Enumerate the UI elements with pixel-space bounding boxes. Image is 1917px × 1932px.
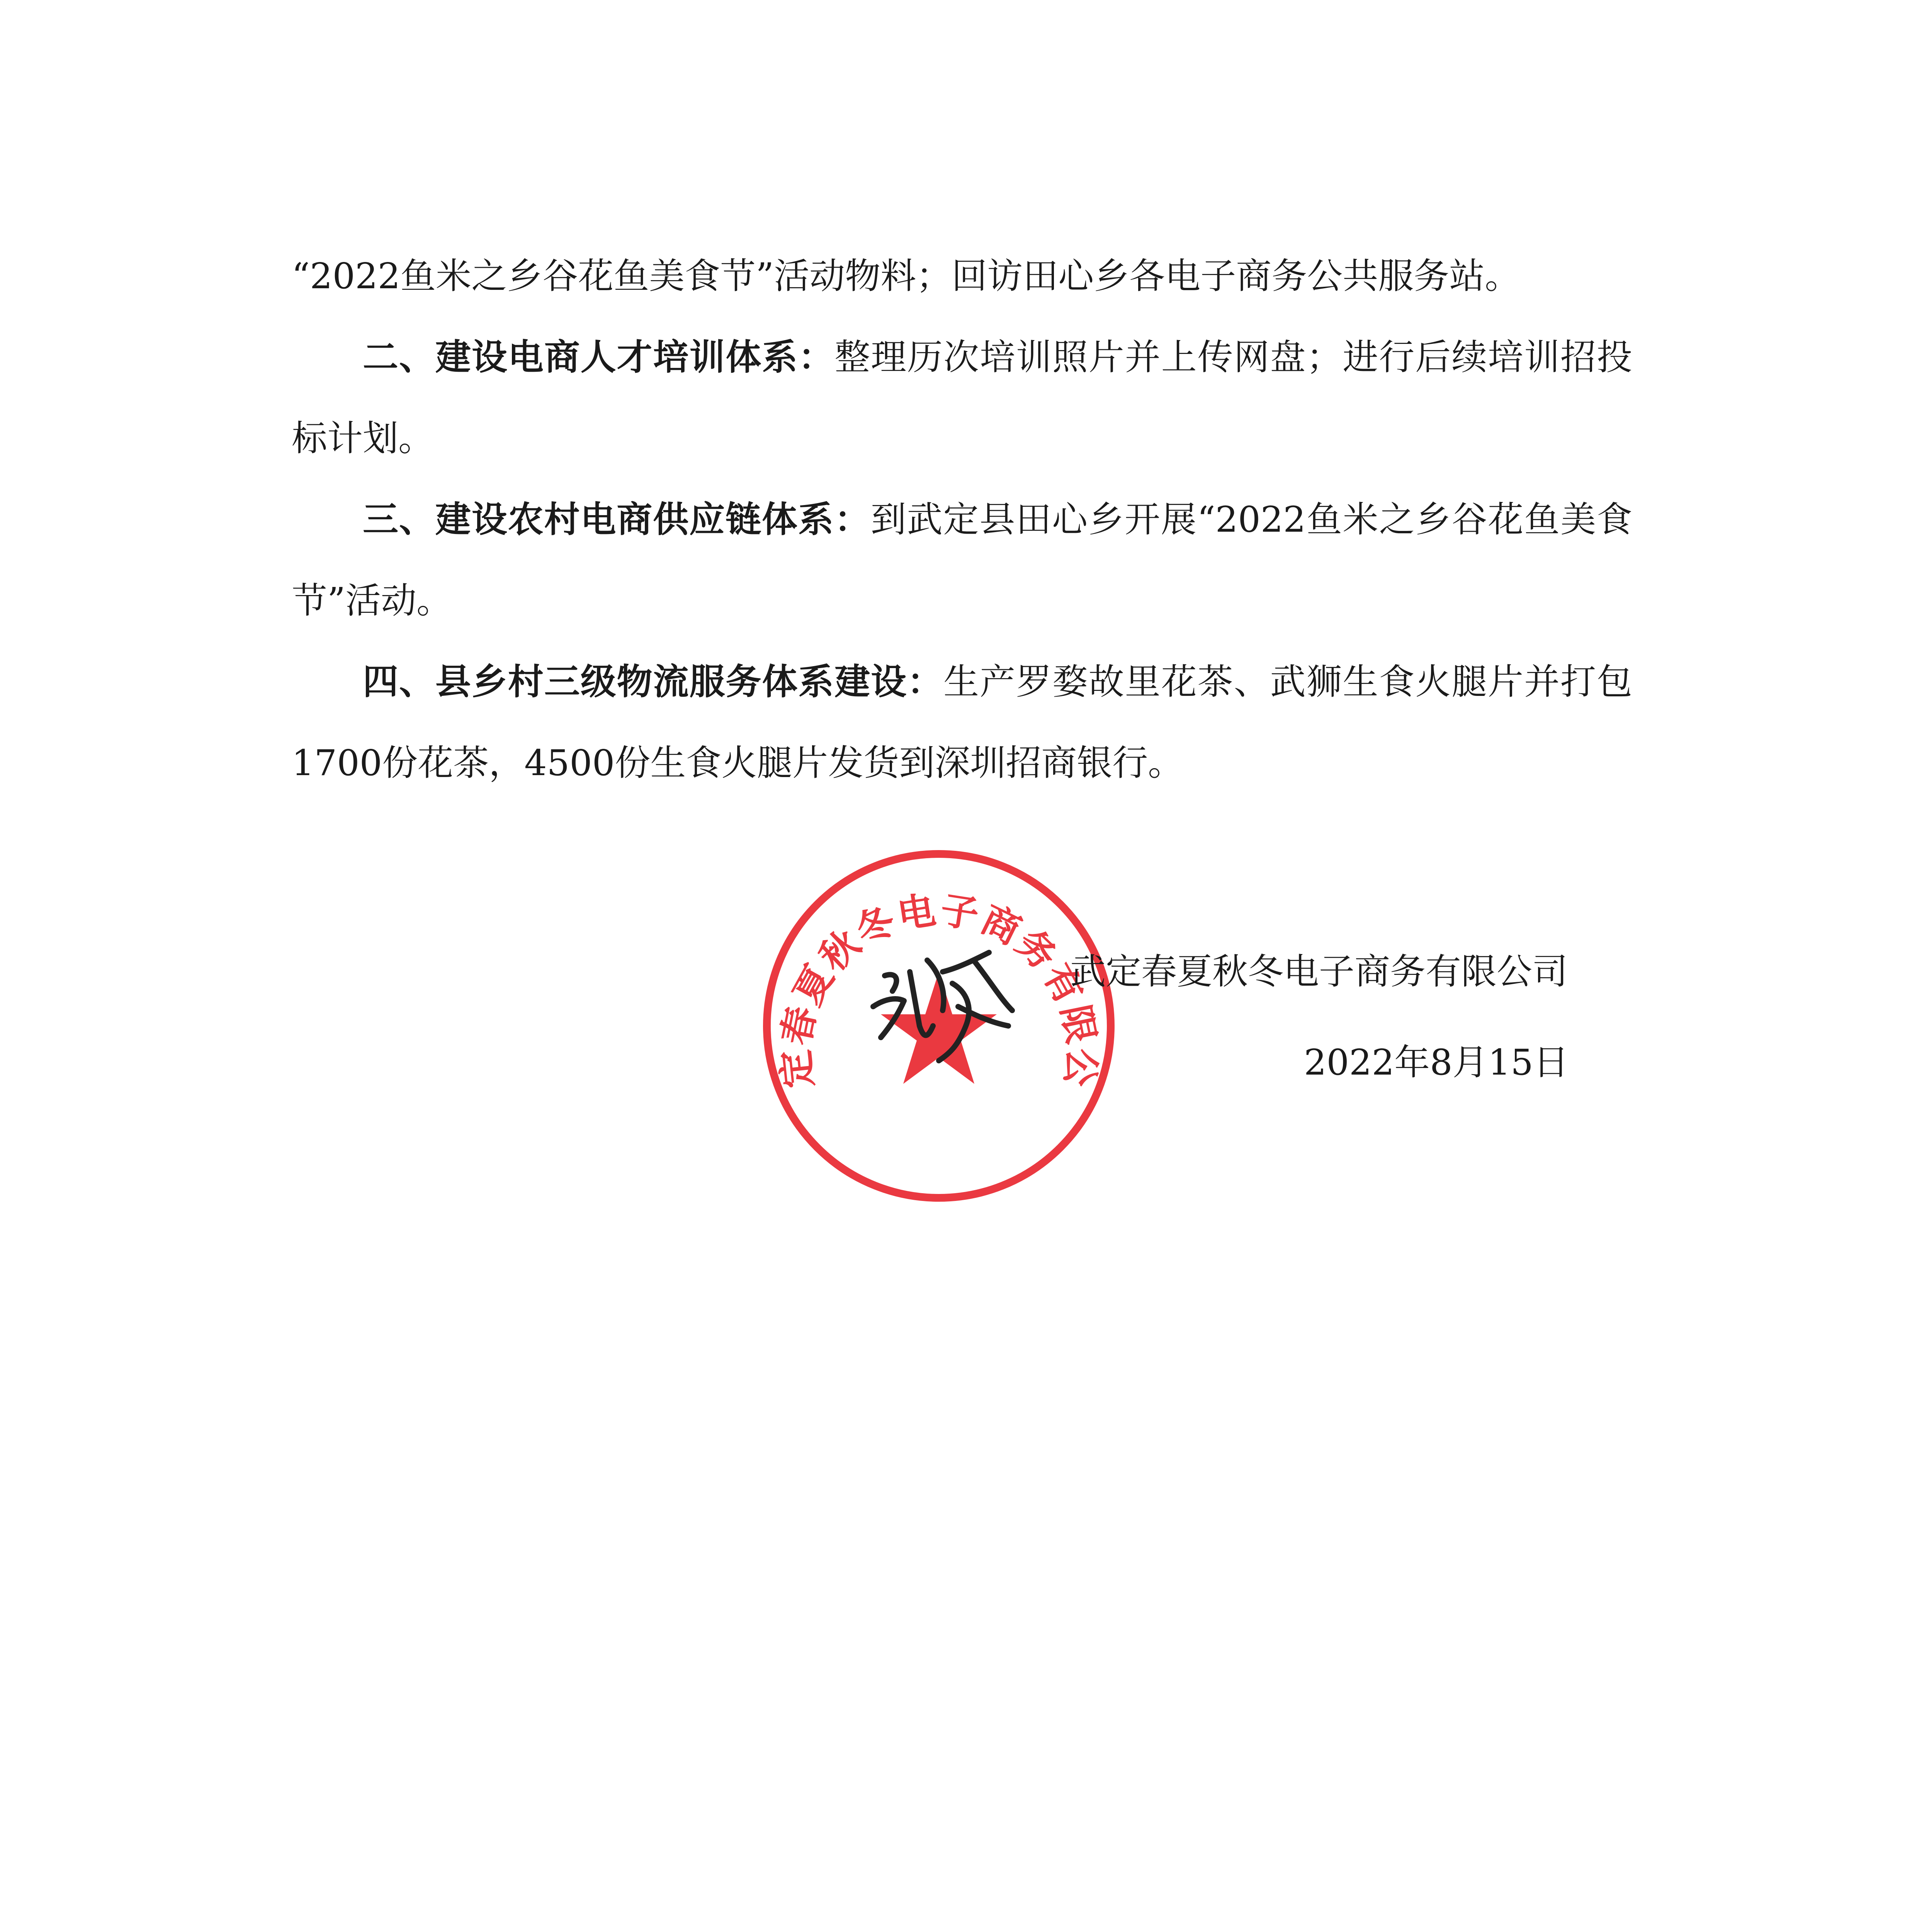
paragraph-logistics bbox=[292, 641, 1632, 804]
paragraph-lead: 三、建设农村电商供应链体系： bbox=[363, 499, 871, 540]
seal-text: 定春夏秋冬电子商务有限公 bbox=[773, 888, 1105, 1090]
paragraph-continuation bbox=[292, 236, 1632, 317]
signature-date: 2022年8月15日 bbox=[1304, 1042, 1569, 1083]
paragraph-supply-chain bbox=[292, 479, 1632, 641]
paragraph-lead: 二、建设电商人才培训体系： bbox=[363, 337, 835, 378]
paragraph-text: 生产罗婺故里花茶、武狮生食火腿片并打包1700份花茶，4500份生食火腿片发货到深圳招商银行。 bbox=[292, 661, 1632, 784]
paragraph-talent-training bbox=[292, 317, 1632, 479]
paragraph-text: “2022鱼米之乡谷花鱼美食节”活动物料；回访田心乡各电子商务公共服务站。 bbox=[292, 255, 1521, 297]
signature-company: 武定春夏秋冬电子商务有限公司 bbox=[1070, 951, 1568, 992]
paragraph-text: 整理历次培训照片并上传网盘；进行后续培训招投标计划。 bbox=[292, 337, 1632, 459]
paragraph-text: 到武定县田心乡开展“2022鱼米之乡谷花鱼美食节”活动。 bbox=[292, 499, 1632, 621]
paragraph-lead: 四、县乡村三级物流服务体系建设： bbox=[363, 661, 944, 702]
document-body bbox=[292, 236, 1632, 804]
company-seal-icon bbox=[757, 844, 1120, 1208]
